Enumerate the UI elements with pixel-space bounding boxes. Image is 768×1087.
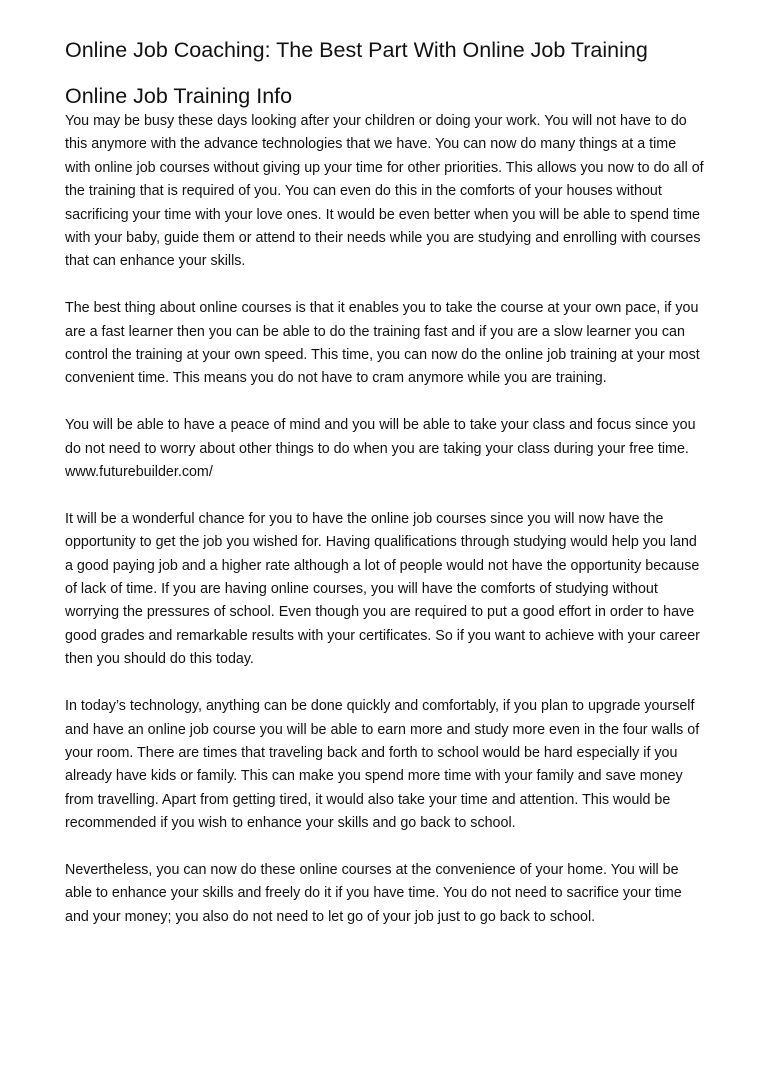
- paragraph-online-courses-pace: The best thing about online courses is that it enables you to take the course at your own pace, if you are a fast learner then you can be able to do the training fast and if you are a slow learner you can control the training at your own speed. This time, you can now do the online job training at your most convenient time. This means you do not have to cram anymore while you are training.: [65, 300, 700, 387]
- paragraph-nevertheless: Nevertheless, you can now do these online courses at the convenience of your home. You will be able to enhance your skills and freely do it if you have time. You do not need to sacrifice your time and your money; you also do not need to let go of your job just to go back to school.: [65, 861, 682, 925]
- document-subtitle: Online Job Training Info: [65, 84, 293, 108]
- document-body: [65, 110, 705, 953]
- document-title: Online Job Coaching: The Best Part With Online Job Training: [65, 38, 648, 62]
- paragraph-todays-technology: In today’s technology, anything can be done quickly and comfortably, if you plan to upgrade yourself and have an online job course you will be able to earn more and study more even in the four walls of your room. There are times that traveling back and forth to school would be hard especially if you already have kids or family. This can make you spend more time with your family and save money from travelling. Apart from getting tired, it would also take your time and attention. This would be recommended if you wish to enhance your skills and go back to school.: [65, 698, 700, 832]
- paragraph-intro: You may be busy these days looking after your children or doing your work. You will not have to do this anymore with the advance technologies that we have. You can now do many things at a time with online job courses without giving up your time for other priorities. This allows you now to do all of the training that is required of you. You can even do this in the comforts of your houses without sacrificing your time with your love ones. It would be even better when you will be able to spend time with your baby, guide them or attend to their needs while you are studying and enrolling with courses that can enhance your skills.: [65, 113, 704, 270]
- paragraph-peace-of-mind: [65, 414, 705, 484]
- paragraph-peace-of-mind-text: You will be able to have a peace of mind and you will be able to take your class and focus since you do not need to worry about other things to do when you are taking your class during your free time.: [65, 417, 696, 457]
- website-link[interactable]: www.futurebuilder.com/: [65, 464, 213, 481]
- paragraph-wonderful-chance: It will be a wonderful chance for you to have the online job courses since you will now have the opportunity to get the job you wished for. Having qualifications through studying would help you land a good paying job and a higher rate although a lot of people would not have the opportunity because of lack of time. If you are having online courses, you will have the comforts of studying without worrying the pressures of school. Even though you are required to put a good effort in order to have good grades and remarkable results with your certificates. So if you want to achieve with your career then you should do this today.: [65, 510, 700, 668]
